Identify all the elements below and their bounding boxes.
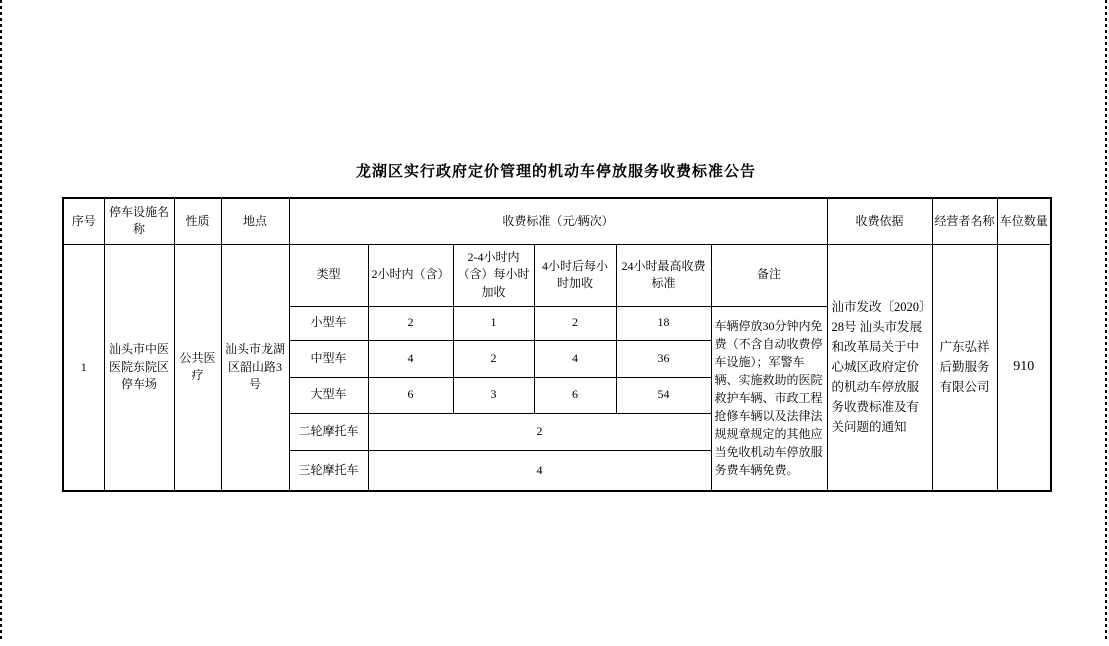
cell-vehicle-type: 三轮摩托车 (289, 450, 368, 491)
cell-fee-after-4h: 2 (534, 306, 616, 340)
cell-fee-within-2h: 6 (368, 377, 453, 413)
cell-nature: 公共医疗 (174, 244, 221, 491)
cell-fee-basis: 汕市发改〔2020〕28号 汕头市发展和改革局关于中心城区政府定价的机动车停放服务收费标准及有关问题的通知 (827, 244, 932, 491)
subheader-within-2h: 2小时内（含） (368, 244, 453, 306)
cell-fee-24h-max: 18 (616, 306, 711, 340)
subheader-vehicle-type: 类型 (289, 244, 368, 306)
parking-fee-table (62, 197, 1052, 492)
cell-fee-after-4h: 6 (534, 377, 616, 413)
cell-seq: 1 (63, 244, 104, 491)
header-fee-standard: 收费标准（元/辆次） (289, 198, 827, 244)
cell-fee-2-to-4h: 3 (453, 377, 534, 413)
page-boundary-dashed-line-left (0, 0, 2, 640)
cell-vehicle-type: 小型车 (289, 306, 368, 340)
header-facility-name: 停车设施名称 (104, 198, 174, 244)
cell-fee-after-4h: 4 (534, 340, 616, 377)
header-seq: 序号 (63, 198, 104, 244)
cell-fee-2-to-4h: 2 (453, 340, 534, 377)
header-parking-spaces: 车位数量 (997, 198, 1051, 244)
cell-facility-name: 汕头市中医医院东院区停车场 (104, 244, 174, 491)
cell-fee-24h-max: 36 (616, 340, 711, 377)
header-nature: 性质 (174, 198, 221, 244)
cell-fee-within-2h: 4 (368, 340, 453, 377)
cell-fee-24h-max: 54 (616, 377, 711, 413)
header-operator-name: 经营者名称 (932, 198, 997, 244)
cell-parking-spaces: 910 (997, 244, 1051, 491)
subheader-24h-max: 24小时最高收费标准 (616, 244, 711, 306)
table-subheader-row (63, 244, 1051, 306)
header-fee-basis: 收费依据 (827, 198, 932, 244)
header-location: 地点 (221, 198, 289, 244)
table-header-row (63, 198, 1051, 244)
cell-flat-fee: 4 (368, 450, 711, 491)
cell-fee-2-to-4h: 1 (453, 306, 534, 340)
cell-operator-name: 广东弘祥后勤服务有限公司 (932, 244, 997, 491)
cell-flat-fee: 2 (368, 413, 711, 450)
subheader-2-to-4h: 2-4小时内（含）每小时加收 (453, 244, 534, 306)
cell-vehicle-type: 二轮摩托车 (289, 413, 368, 450)
cell-fee-within-2h: 2 (368, 306, 453, 340)
cell-vehicle-type: 中型车 (289, 340, 368, 377)
page-title: 龙湖区实行政府定价管理的机动车停放服务收费标准公告 (355, 164, 756, 180)
cell-location: 汕头市龙湖区韶山路3号 (221, 244, 289, 491)
subheader-after-4h: 4小时后每小时加收 (534, 244, 616, 306)
subheader-remark: 备注 (711, 244, 827, 306)
cell-vehicle-type: 大型车 (289, 377, 368, 413)
cell-remark: 车辆停放30分钟内免费（不含自动收费停车设施）；军警车辆、实施救助的医院救护车辆、市政工程抢修车辆以及法律法规规章规定的其他应当免收机动车停放服务费车辆免费。 (711, 306, 827, 491)
page-boundary-dashed-line-right (1105, 0, 1107, 640)
